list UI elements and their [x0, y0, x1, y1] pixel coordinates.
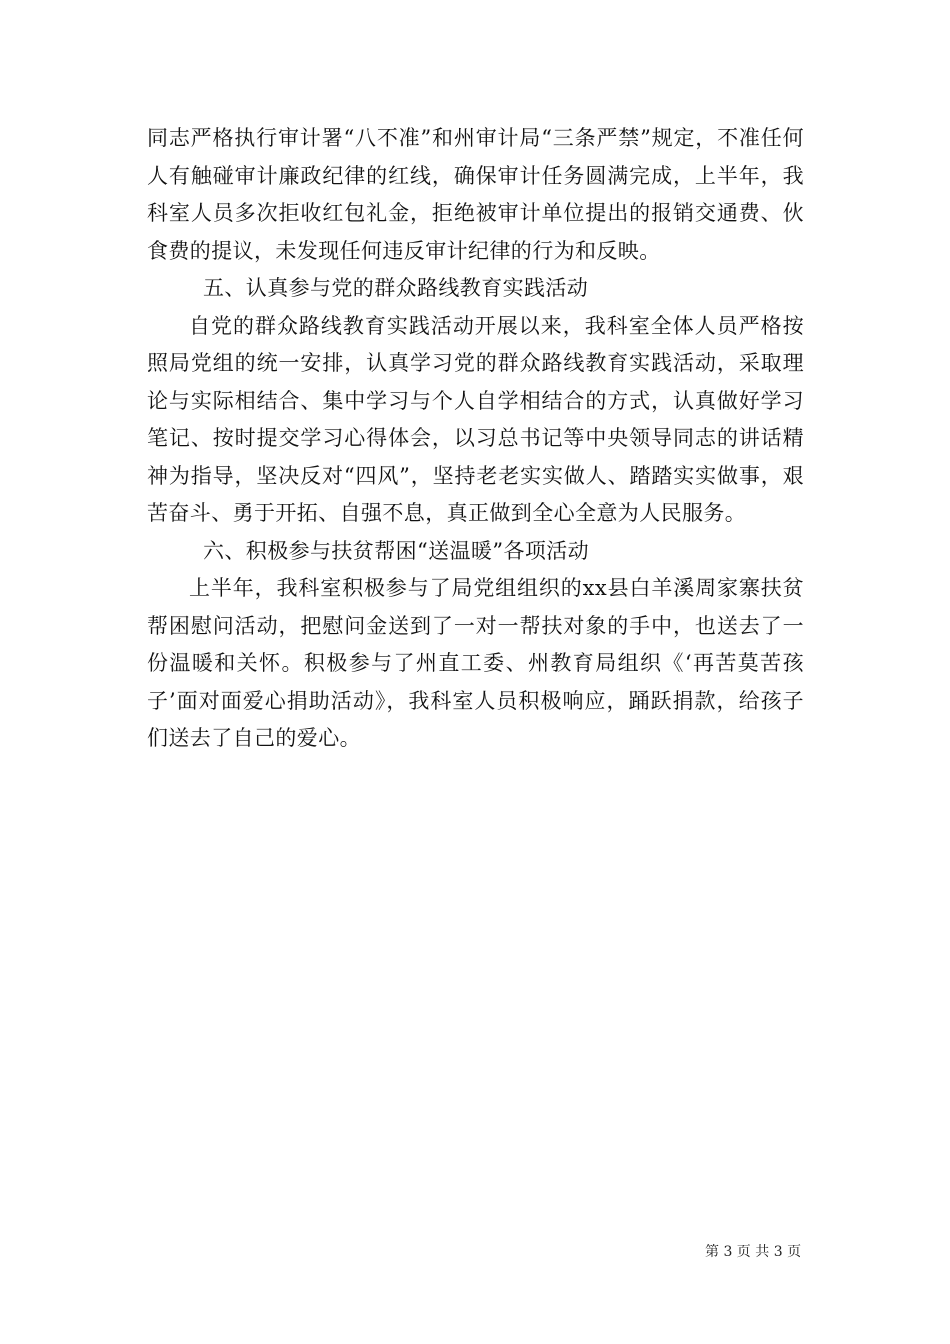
paragraph-audit-discipline: 同志严格执行审计署“八不准”和州审计局“三条严禁”规定，不准任何人有触碰审计廉政纪律的红线，确保审计任务圆满完成，上半年，我科室人员多次拒收红包礼金，拒绝被审计单位提出的报销交通费、伙食费的提议，未发现任何违反审计纪律的行为和反映。	[147, 126, 804, 263]
paragraph-poverty-relief: 上半年，我科室积极参与了局党组组织的xx县白羊溪周家寨扶贫帮困慰问活动，把慰问金送到了一对一帮扶对象的手中，也送去了一份温暖和关怀。积极参与了州直工委、州教育局组织《‘再苦莫苦孩子’面对面爱心捐助活动》，我科室人员积极响应，踊跃捐款，给孩子们送去了自己的爱心。	[147, 576, 804, 750]
document-body	[147, 120, 804, 758]
section-heading-five: 五、认真参与党的群众路线教育实践活动	[203, 276, 589, 300]
page-number-footer: 第 3 页 共 3 页	[705, 1244, 802, 1260]
section-heading-six: 六、积极参与扶贫帮困“送温暖”各项活动	[203, 538, 590, 563]
paragraph-mass-line-education: 自党的群众路线教育实践活动开展以来，我科室全体人员严格按照局党组的统一安排，认真学习党的群众路线教育实践活动，采取理论与实际相结合、集中学习与个人自学相结合的方式，认真做好学习笔记、按时提交学习心得体会，以习总书记等中央领导同志的讲话精神为指导，坚决反对“四风”，坚持老老实实做人、踏踏实实做事，艰苦奋斗、勇于开拓、自强不息，真正做到全心全意为人民服务。	[147, 313, 804, 525]
